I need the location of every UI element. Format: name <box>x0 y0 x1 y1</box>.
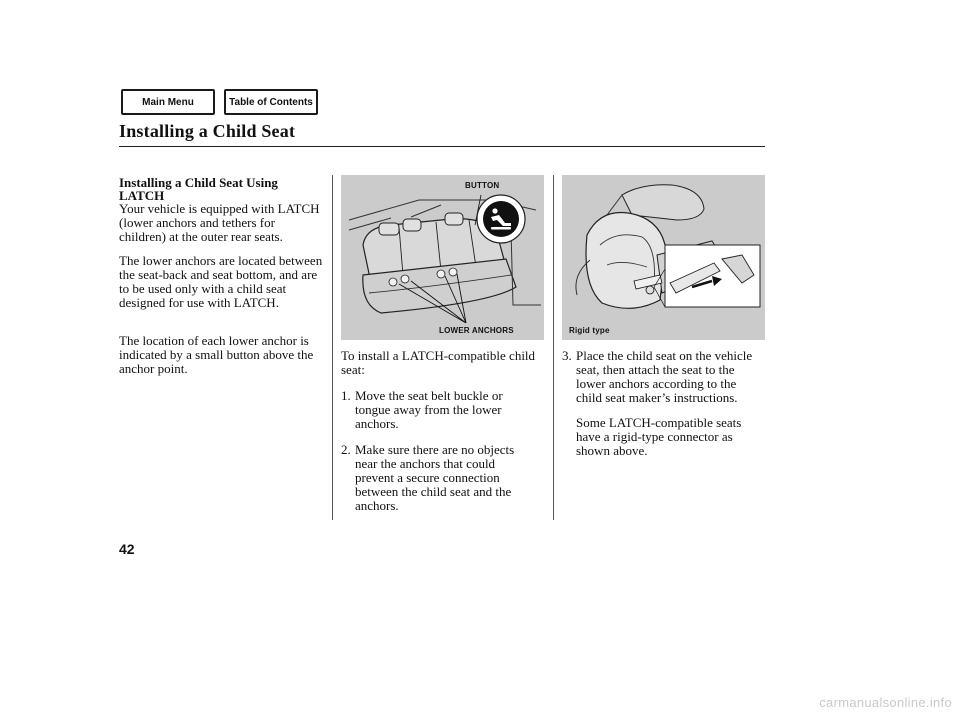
page-title: Installing a Child Seat <box>119 121 296 141</box>
step-text: Place the child seat on the vehicle seat, then attach the seat to the lower anchors according to the child seat maker’s instructions. <box>576 348 753 405</box>
paragraph-latch-intro: Your vehicle is equipped with LATCH (lower anchors and tethers for children) at the outer rear seats. <box>119 201 320 244</box>
watermark: carmanualsonline.info <box>819 695 952 710</box>
title-divider <box>119 146 765 147</box>
rigid-type-note: Some LATCH-compatible seats have a rigid-type connector as shown above. <box>576 415 742 458</box>
step-text: Move the seat belt buckle or tongue away from the lower anchors. <box>355 388 503 431</box>
column-divider-right <box>553 175 554 520</box>
step-number: 3. <box>562 348 572 363</box>
step-number: 2. <box>341 442 351 457</box>
page-number: 42 <box>119 541 135 557</box>
rigid-type-caption: Rigid type <box>569 326 610 335</box>
rear-seat-drawing <box>341 175 544 340</box>
main-menu-button[interactable]: Main Menu <box>121 89 215 115</box>
table-of-contents-button[interactable]: Table of Contents <box>224 89 318 115</box>
button-label: BUTTON <box>465 181 500 190</box>
install-intro: To install a LATCH-compatible child seat: <box>341 348 536 377</box>
lower-anchors-label: LOWER ANCHORS <box>439 326 514 335</box>
rigid-type-illustration <box>562 175 765 340</box>
rigid-connector-drawing <box>562 175 765 340</box>
step-text: Make sure there are no objects near the anchors that could prevent a secure connection between the child seat and the anchors. <box>355 442 515 513</box>
column-divider-left <box>332 175 333 520</box>
section-heading: Installing a Child Seat Using LATCH <box>119 175 278 203</box>
paragraph-anchor-location: The lower anchors are located between the seat-back and seat bottom, and are to be used only with a child seat designed for use with LATCH. <box>119 253 323 310</box>
paragraph-anchor-button: The location of each lower anchor is indicated by a small button above the anchor point. <box>119 333 314 376</box>
step-number: 1. <box>341 388 351 403</box>
rear-seat-illustration <box>341 175 544 340</box>
